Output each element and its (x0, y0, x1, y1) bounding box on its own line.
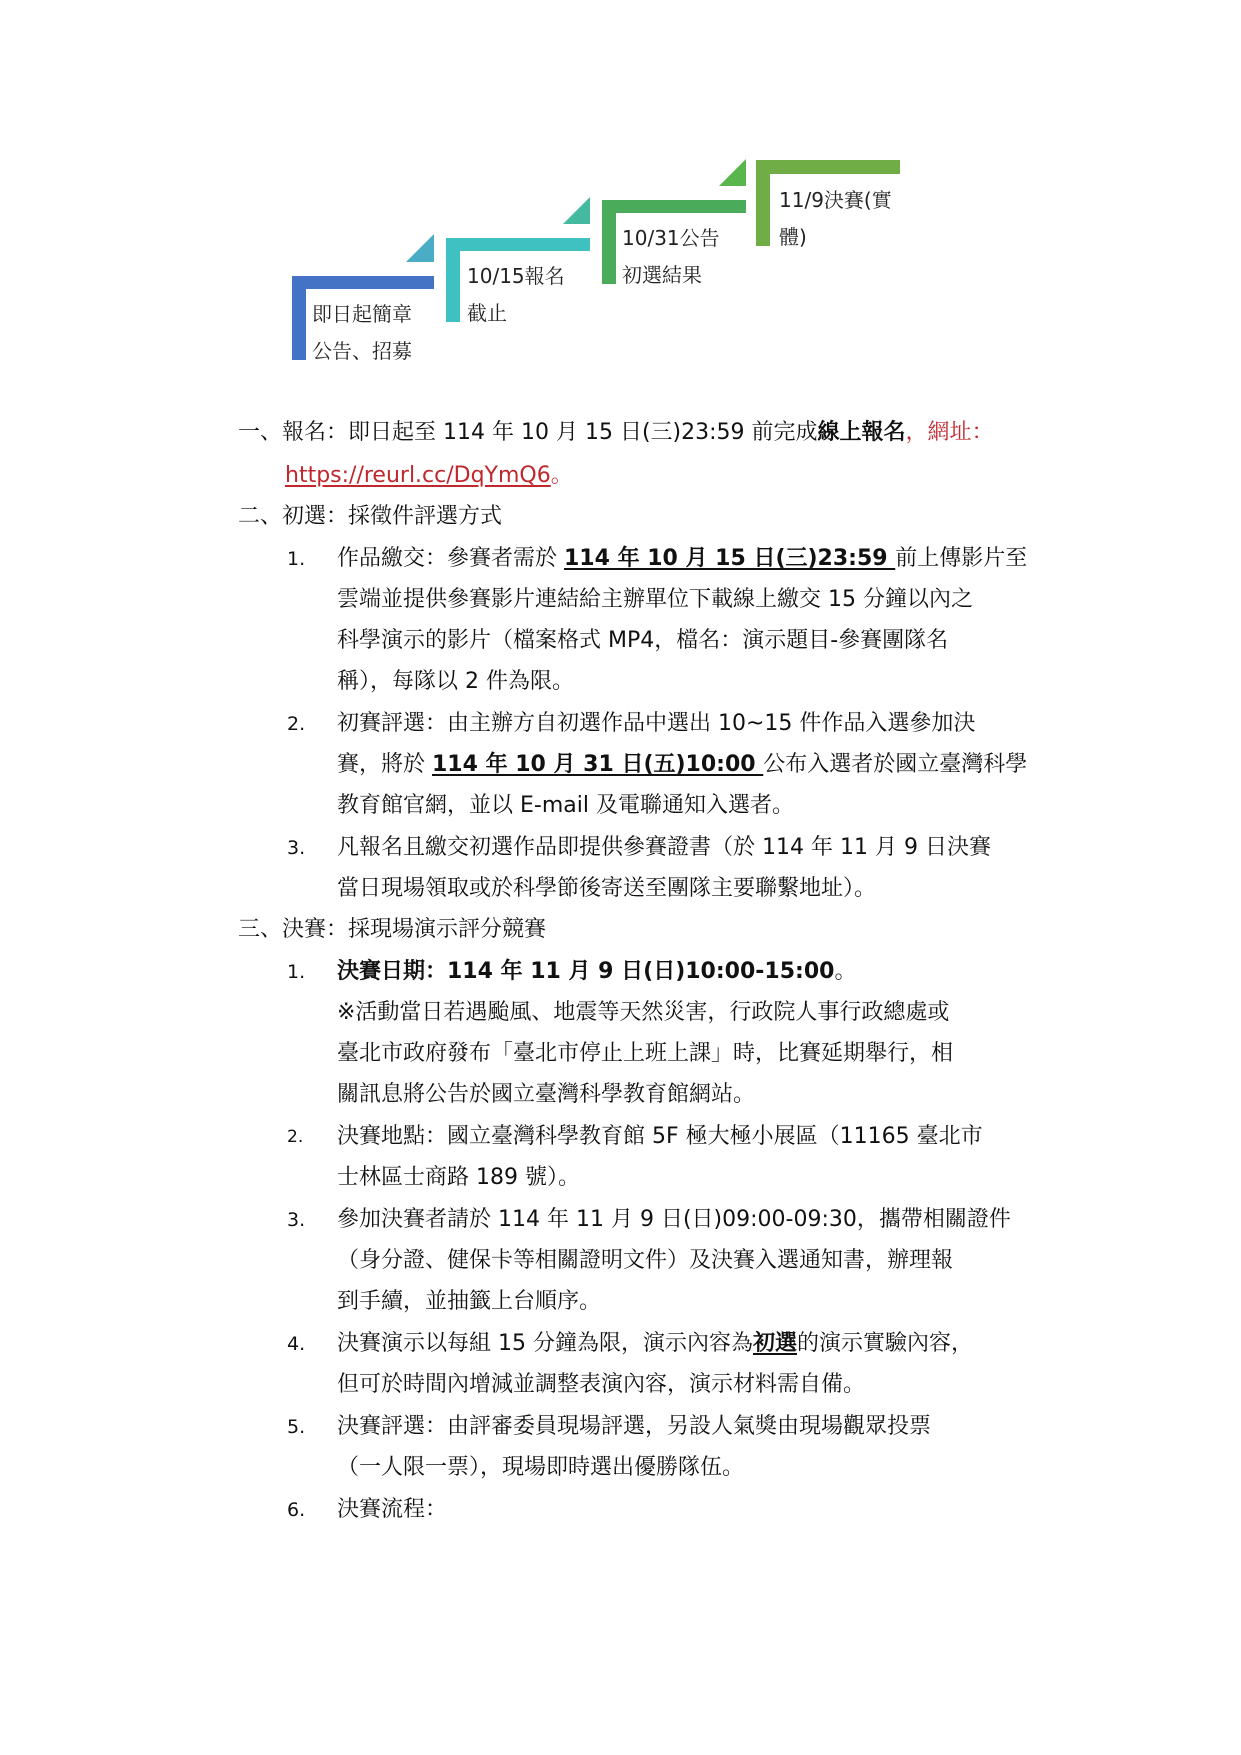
sec2-item1-deadline: 114 年 10 月 15 日(三)23:59 (564, 546, 896, 571)
sec3-item5-number: 5. (287, 1416, 306, 1438)
step-2-label-line1: 10/15報名 (467, 264, 565, 288)
step-2-horizontal-bar (446, 238, 590, 251)
sec2-item2-number: 2. (287, 713, 306, 735)
sec3-item4-number: 4. (287, 1333, 306, 1355)
sec3-item3-number: 3. (287, 1209, 306, 1231)
step-2-arrow-tip (563, 197, 590, 224)
sec3-heading: 三、決賽：採現場演示評分競賽 (238, 917, 547, 942)
sec2-item1-line4: 稱），每隊以 2 件為限。 (337, 669, 574, 694)
sec1-label: 一、報名： (238, 420, 349, 445)
sec3-item2-line1: 決賽地點：國立臺灣科學教育館 5F 極大極小展區（11165 臺北市 (337, 1124, 983, 1149)
sec3-item4-text-a: 決賽演示以每組 15 分鐘為限，演示內容為 (337, 1331, 753, 1356)
sec3-item6-number: 6. (287, 1499, 306, 1521)
step-1-arrow-tip (406, 234, 434, 262)
sec1-line1 (238, 418, 994, 448)
sec3-item4-line1 (337, 1329, 973, 1359)
sec3-item3-line1: 參加決賽者請於 114 年 11 月 9 日(日)09:00-09:30，攜帶相關證件 (337, 1207, 1011, 1232)
registration-link[interactable]: https://reurl.cc/DqYmQ6 (285, 463, 551, 488)
sec3-item4-line2: 但可於時間內增減並調整表演內容，演示材料需自備。 (337, 1372, 866, 1397)
sec3-item1-line2: ※活動當日若遇颱風、地震等天然災害，行政院人事行政總處或 (337, 1000, 950, 1025)
sec3-item6-line1: 決賽流程： (337, 1497, 448, 1522)
sec3-item5-line2: （一人限一票），現場即時選出優勝隊伍。 (337, 1455, 745, 1480)
step-1-label-line2: 公告、招募 (312, 339, 412, 363)
sec2-item2-line3: 教育館官網，並以 E-mail 及電聯通知入選者。 (337, 793, 794, 818)
sec3-item1-line3: 臺北市政府發布「臺北市停止上班上課」時，比賽延期舉行，相 (337, 1041, 954, 1066)
sec2-item3-line1: 凡報名且繳交初選作品即提供參賽證書（於 114 年 11 月 9 日決賽 (337, 835, 991, 860)
step-1-label-line1: 即日起簡章 (312, 302, 412, 326)
sec3-item5-line1: 決賽評選：由評審委員現場評選，另設人氣獎由現場觀眾投票 (337, 1414, 932, 1439)
sec2-item1-number: 1. (287, 548, 306, 570)
sec2-item2-line1: 初賽評選：由主辦方自初選作品中選出 10~15 件作品入選參加決 (337, 711, 976, 736)
sec2-item2-line2 (337, 750, 1027, 780)
sec2-item2-text-a: 賽，將於 (337, 752, 432, 777)
sec2-item1-line2: 雲端並提供參賽影片連結給主辦單位下載線上繳交 15 分鐘以內之 (337, 587, 973, 612)
sec3-item3-line3: 到手續，並抽籤上台順序。 (337, 1289, 602, 1314)
sec3-item1-line4: 關訊息將公告於國立臺灣科學教育館網站。 (337, 1082, 756, 1107)
sec1-url-label: ，網址： (905, 420, 994, 445)
sec3-final-date: 決賽日期：114 年 11 月 9 日(日)10:00-15:00 (337, 959, 835, 984)
step-3-arrow-tip (719, 159, 746, 186)
sec1-text: 即日起至 114 年 10 月 15 日(三)23:59 前完成 (348, 420, 818, 445)
step-2-label-line2: 截止 (467, 301, 507, 325)
sec3-item1-number: 1. (287, 961, 306, 983)
sec3-item2-number: 2. (287, 1127, 304, 1147)
sec2-item1-text-c: 前上傳影片至 (895, 546, 1028, 571)
sec2-item2-text-c: 公布入選者於國立臺灣科學 (763, 752, 1028, 777)
sec1-online-registration: 線上報名 (817, 420, 906, 445)
step-4-label-line1: 11/9決賽(實 (779, 188, 892, 212)
sec3-item3-line2: （身分證、健保卡等相關證明文件）及決賽入選通知書，辦理報 (337, 1248, 954, 1273)
sec2-heading: 二、初選：採徵件評選方式 (238, 504, 503, 529)
sec2-item1-line1 (337, 544, 1027, 574)
sec3-item4-preliminary: 初選 (752, 1331, 797, 1356)
sec3-item1-end: 。 (834, 959, 857, 984)
sec3-item2-line2: 士林區士商路 189 號）。 (337, 1165, 580, 1190)
step-4-horizontal-bar (756, 160, 900, 174)
sec2-item2-announce-date: 114 年 10 月 31 日(五)10:00 (432, 752, 764, 777)
step-4-label-line2: 體) (779, 225, 807, 249)
sec1-end: 。 (550, 463, 573, 488)
sec2-item3-line2: 當日現場領取或於科學節後寄送至團隊主要聯繫地址）。 (337, 876, 877, 901)
sec2-item3-number: 3. (287, 837, 306, 859)
sec3-item4-text-c: 的演示實驗內容， (797, 1331, 974, 1356)
sec1-line2 (285, 461, 573, 491)
step-3-horizontal-bar (602, 200, 746, 213)
step-1-horizontal-bar (292, 276, 434, 289)
step-3-label-line1: 10/31公告 (622, 226, 720, 250)
sec2-item1-line3: 科學演示的影片（檔案格式 MP4，檔名：演示題目-參賽團隊名 (337, 628, 949, 653)
sec3-item1-line1 (337, 957, 856, 987)
step-3-label-line2: 初選結果 (622, 263, 702, 287)
sec2-item1-text-a: 作品繳交：參賽者需於 (337, 546, 564, 571)
